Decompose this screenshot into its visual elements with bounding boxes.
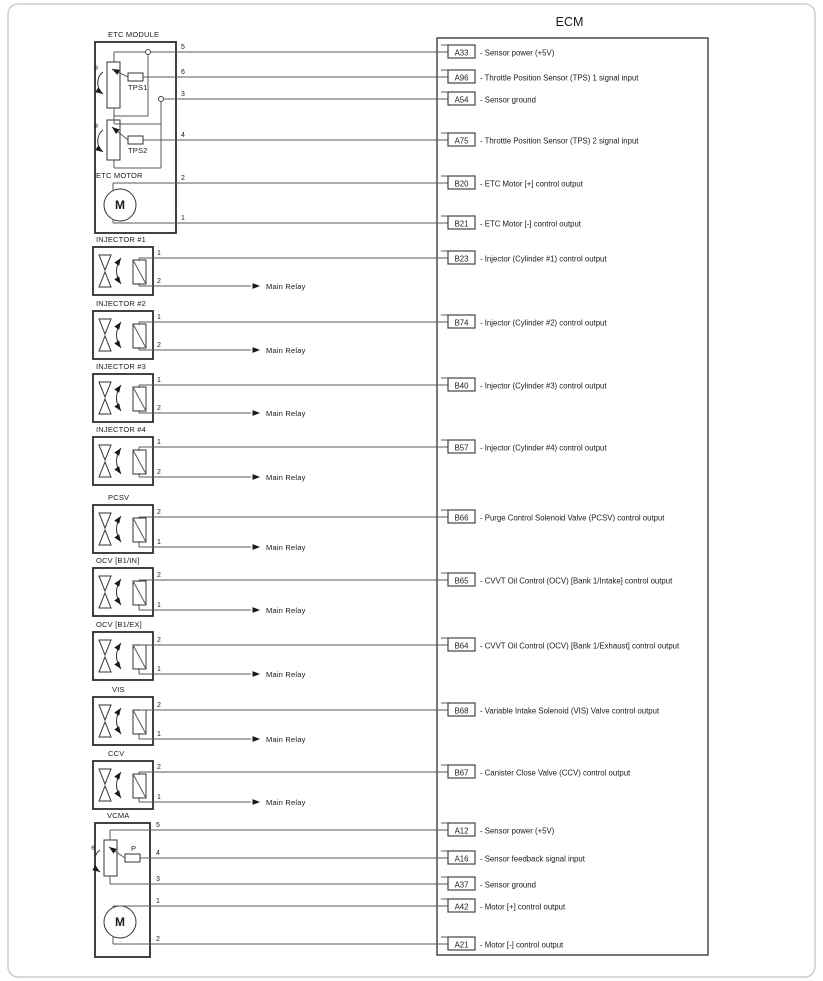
main-relay-label: Main Relay [266, 798, 306, 807]
ecm-box [437, 38, 708, 955]
ecm-pin-id: B40 [454, 381, 469, 391]
component-pcsv-label: PCSV [108, 493, 130, 502]
main-relay-arrow-icon [253, 607, 261, 613]
main-relay-arrow-icon [253, 671, 261, 677]
component-ocv-b1-in--pin-number: 2 [157, 572, 161, 579]
component-injector-1-pin-number: 1 [157, 250, 161, 257]
component-injector-3-box [93, 374, 153, 422]
component-injector-3-pin-number: 1 [157, 377, 161, 384]
component-vcma-motor-letter: M [115, 915, 125, 929]
component-etc-module-pin-number: 3 [181, 91, 185, 98]
component-ccv-label: CCV [108, 749, 125, 758]
component-ocv-b1-ex--box [93, 632, 153, 680]
component-injector-2-box [93, 311, 153, 359]
component-etc-module-tps1-rotation-arrow-icon [95, 87, 103, 94]
component-etc-module-pin-number: 1 [181, 215, 185, 222]
component-ocv-b1-ex--valve-icon [99, 640, 111, 655]
ecm-pin-id: B20 [454, 179, 469, 189]
main-relay-arrow-icon [253, 799, 261, 805]
component-injector-2-flow-arrow-icon [114, 322, 121, 330]
component-injector-1-box [93, 247, 153, 295]
ecm-pin-desc: - Sensor feedback signal input [480, 854, 585, 864]
component-ccv-pin-number: 1 [157, 794, 161, 801]
component-injector-2-coil-diag [133, 324, 146, 348]
component-etc-module-tps2-rotation-arrow-icon [95, 145, 103, 152]
component-injector-3-pin-number: 2 [157, 405, 161, 412]
component-vcma-pin-number: 4 [156, 850, 160, 857]
component-ocv-b1-ex--pin-number: 1 [157, 666, 161, 673]
component-ocv-b1-ex--flow-arrow-icon [114, 661, 121, 669]
main-relay-label: Main Relay [266, 473, 306, 482]
ecm-pin-desc: - Sensor ground [480, 880, 536, 890]
ecm-pin-id: B64 [454, 641, 469, 651]
component-vcma-box [95, 823, 150, 957]
component-vcma-pin-number: 5 [156, 822, 160, 829]
component-etc-module-label: ETC MODULE [108, 30, 160, 39]
component-injector-2-flow-arrow-icon [114, 340, 121, 348]
component-ccv-pin-number: 2 [157, 764, 161, 771]
component-vis-pin-number: 2 [157, 702, 161, 709]
component-pcsv-flow-arrow-icon [114, 516, 121, 524]
component-vcma-pot-angle: θ [91, 845, 95, 852]
component-vcma-pot-wiper-box [125, 854, 140, 862]
main-relay-label: Main Relay [266, 282, 306, 291]
component-vcma-pot-rotation-arrow-icon [92, 865, 100, 872]
component-vis-flow-arrow-icon [114, 726, 121, 734]
component-ocv-b1-ex--pin-number: 2 [157, 637, 161, 644]
ecm-pin-id: B65 [454, 576, 469, 586]
component-injector-4-label: INJECTOR #4 [96, 425, 146, 434]
ecm-pin-id: B57 [454, 443, 469, 453]
component-etc-module-tps2-angle: θ [94, 123, 98, 130]
component-etc-module-tps2-wiper-box [128, 136, 143, 144]
component-injector-2-label: INJECTOR #2 [96, 299, 146, 308]
component-ocv-b1-in--label: OCV [B1/IN] [96, 556, 140, 565]
ecm-pin-desc: - Throttle Position Sensor (TPS) 2 signal input [480, 136, 639, 146]
component-injector-1-label: INJECTOR #1 [96, 235, 146, 244]
component-vcma-pot-wiper-arrow-icon [109, 847, 117, 854]
component-vcma-pot-resistor [104, 840, 117, 876]
component-etc-module-motor-letter: M [115, 198, 125, 212]
main-relay-arrow-icon [253, 474, 261, 480]
component-injector-2-pin-number: 1 [157, 314, 161, 321]
main-relay-arrow-icon [253, 347, 261, 353]
component-etc-module-tps2-wiper-arrow-icon [112, 127, 120, 134]
ecm-title: ECM [555, 15, 584, 29]
component-injector-4-pin-number: 2 [157, 469, 161, 476]
component-vis-flow-arrow-icon [114, 708, 121, 716]
ecm-pin-id: A42 [454, 902, 469, 912]
component-etc-module-tps1-wiper-arrow-icon [112, 69, 120, 75]
component-injector-2-valve-icon [99, 336, 111, 351]
component-ocv-b1-ex--coil-diag [133, 645, 146, 669]
component-pcsv-box [93, 505, 153, 553]
ecm-pin-id: A54 [454, 95, 469, 105]
main-relay-arrow-icon [253, 544, 261, 550]
component-vis-box [93, 697, 153, 745]
component-injector-3-flow-arrow-icon [114, 403, 121, 411]
component-vcma-label: VCMA [107, 811, 130, 820]
component-injector-4-box [93, 437, 153, 485]
main-relay-label: Main Relay [266, 735, 306, 744]
component-ocv-b1-in--coil-diag [133, 581, 146, 605]
component-injector-3-flow-arrow-icon [114, 385, 121, 393]
main-relay-arrow-icon [253, 410, 261, 416]
component-vis-valve-icon [99, 705, 111, 720]
ecm-pin-desc: - ETC Motor [+] control output [480, 179, 583, 189]
ecm-pin-desc: - Sensor power (+5V) [480, 48, 555, 58]
component-ccv-coil-diag [133, 774, 146, 798]
component-ocv-b1-in--flow-arrow-icon [114, 597, 121, 605]
component-injector-3-label: INJECTOR #3 [96, 362, 146, 371]
component-injector-4-pin-number: 1 [157, 439, 161, 446]
component-etc-module-tps2-label: TPS2 [128, 146, 148, 155]
ecm-pin-desc: - Sensor power (+5V) [480, 826, 555, 836]
main-relay-label: Main Relay [266, 670, 306, 679]
ecm-pin-desc: - CVVT Oil Control (OCV) [Bank 1/Intake] control output [480, 576, 673, 586]
main-relay-arrow-icon [253, 736, 261, 742]
component-etc-module-pin-number: 2 [181, 175, 185, 182]
ecm-pin-id: A37 [454, 880, 469, 890]
component-ocv-b1-ex--valve-icon [99, 657, 111, 672]
component-injector-2-pin-number: 2 [157, 342, 161, 349]
component-injector-4-valve-icon [99, 445, 111, 460]
component-pcsv-flow-arrow-icon [114, 534, 121, 542]
component-injector-4-flow-arrow-icon [114, 448, 121, 456]
component-vcma-pin-number: 1 [156, 898, 160, 905]
component-ccv-valve-icon [99, 769, 111, 784]
ecm-pin-desc: - Sensor ground [480, 95, 536, 105]
component-injector-1-flow-arrow-icon [114, 276, 121, 284]
component-injector-4-flow-arrow-icon [114, 466, 121, 474]
component-injector-1-pin-number: 2 [157, 278, 161, 285]
ecm-pin-desc: - Motor [+] control output [480, 902, 566, 912]
component-pcsv-valve-icon [99, 530, 111, 545]
component-ccv-valve-icon [99, 786, 111, 801]
component-etc-module-pin-number: 5 [181, 44, 185, 51]
component-etc-module-junction-icon [159, 97, 164, 102]
component-pcsv-pin-number: 1 [157, 539, 161, 546]
main-relay-label: Main Relay [266, 346, 306, 355]
ecm-pin-id: B74 [454, 318, 469, 328]
component-vis-coil-diag [133, 710, 146, 734]
component-ccv-flow-arrow-icon [114, 772, 121, 780]
component-etc-module-tps1-wiper-box [128, 73, 143, 81]
component-injector-3-valve-icon [99, 382, 111, 397]
ecm-pin-desc: - Canister Close Valve (CCV) control output [480, 768, 631, 778]
component-injector-4-valve-icon [99, 462, 111, 477]
ecm-pin-desc: - Motor [-] control output [480, 940, 564, 950]
component-etc-module-pin-number: 4 [181, 132, 185, 139]
component-etc-module-tps1-resistor [107, 62, 120, 108]
component-ocv-b1-in--valve-icon [99, 576, 111, 591]
component-vcma-pin-number: 3 [156, 876, 160, 883]
ecm-pin-desc: - Injector (Cylinder #4) control output [480, 443, 607, 453]
component-vcma-pot-label: P [131, 844, 137, 853]
component-etc-module-tps1-angle: θ [94, 65, 98, 72]
ecm-pin-id: A75 [454, 136, 469, 146]
component-vis-label: VIS [112, 685, 125, 694]
component-pcsv-coil-diag [133, 518, 146, 542]
component-vis-valve-icon [99, 722, 111, 737]
ecm-pin-id: B66 [454, 513, 469, 523]
component-ocv-b1-in--flow-arrow-icon [114, 579, 121, 587]
component-ocv-b1-ex--flow-arrow-icon [114, 643, 121, 651]
component-vcma-pin-number: 2 [156, 936, 160, 943]
main-relay-label: Main Relay [266, 543, 306, 552]
ecm-pin-desc: - Variable Intake Solenoid (VIS) Valve control output [480, 706, 660, 716]
component-ocv-b1-in--pin-number: 1 [157, 602, 161, 609]
ecm-pin-desc: - Throttle Position Sensor (TPS) 1 signal input [480, 73, 639, 83]
component-etc-module-junction-icon [146, 50, 151, 55]
component-ocv-b1-ex--label: OCV [B1/EX] [96, 620, 142, 629]
component-ocv-b1-in--valve-icon [99, 593, 111, 608]
component-injector-1-valve-icon [99, 255, 111, 270]
ecm-pin-id: B67 [454, 768, 469, 778]
component-etc-module-motor-label: ETC MOTOR [96, 171, 143, 180]
ecm-pin-id: B23 [454, 254, 469, 264]
component-ccv-flow-arrow-icon [114, 790, 121, 798]
component-vis-pin-number: 1 [157, 731, 161, 738]
component-etc-module-tps1-label: TPS1 [128, 83, 148, 92]
component-injector-1-flow-arrow-icon [114, 258, 121, 266]
ecm-pin-id: A16 [454, 854, 469, 864]
ecm-pin-desc: - ETC Motor [-] control output [480, 219, 581, 229]
main-relay-label: Main Relay [266, 606, 306, 615]
component-injector-3-valve-icon [99, 399, 111, 414]
ecm-pin-desc: - Purge Control Solenoid Valve (PCSV) control output [480, 513, 665, 523]
component-injector-3-coil-diag [133, 387, 146, 411]
ecm-pin-id: A12 [454, 826, 469, 836]
component-injector-1-coil-diag [133, 260, 146, 284]
component-injector-1-valve-icon [99, 272, 111, 287]
ecm-pin-id: B21 [454, 219, 469, 229]
ecm-pin-id: B68 [454, 706, 469, 716]
component-pcsv-valve-icon [99, 513, 111, 528]
component-etc-module-tps2-resistor [107, 120, 120, 160]
component-etc-module-pin-number: 6 [181, 69, 185, 76]
ecm-pin-desc: - CVVT Oil Control (OCV) [Bank 1/Exhaust] control output [480, 641, 680, 651]
ecm-pin-id: A33 [454, 48, 469, 58]
component-injector-2-valve-icon [99, 319, 111, 334]
main-relay-arrow-icon [253, 283, 261, 289]
main-relay-label: Main Relay [266, 409, 306, 418]
ecm-pin-desc: - Injector (Cylinder #2) control output [480, 318, 607, 328]
component-ocv-b1-in--box [93, 568, 153, 616]
component-pcsv-pin-number: 2 [157, 509, 161, 516]
ecm-pin-desc: - Injector (Cylinder #3) control output [480, 381, 607, 391]
ecm-pin-id: A96 [454, 73, 469, 83]
ecm-pin-desc: - Injector (Cylinder #1) control output [480, 254, 607, 264]
ecm-pin-id: A21 [454, 940, 469, 950]
component-injector-4-coil-diag [133, 450, 146, 474]
